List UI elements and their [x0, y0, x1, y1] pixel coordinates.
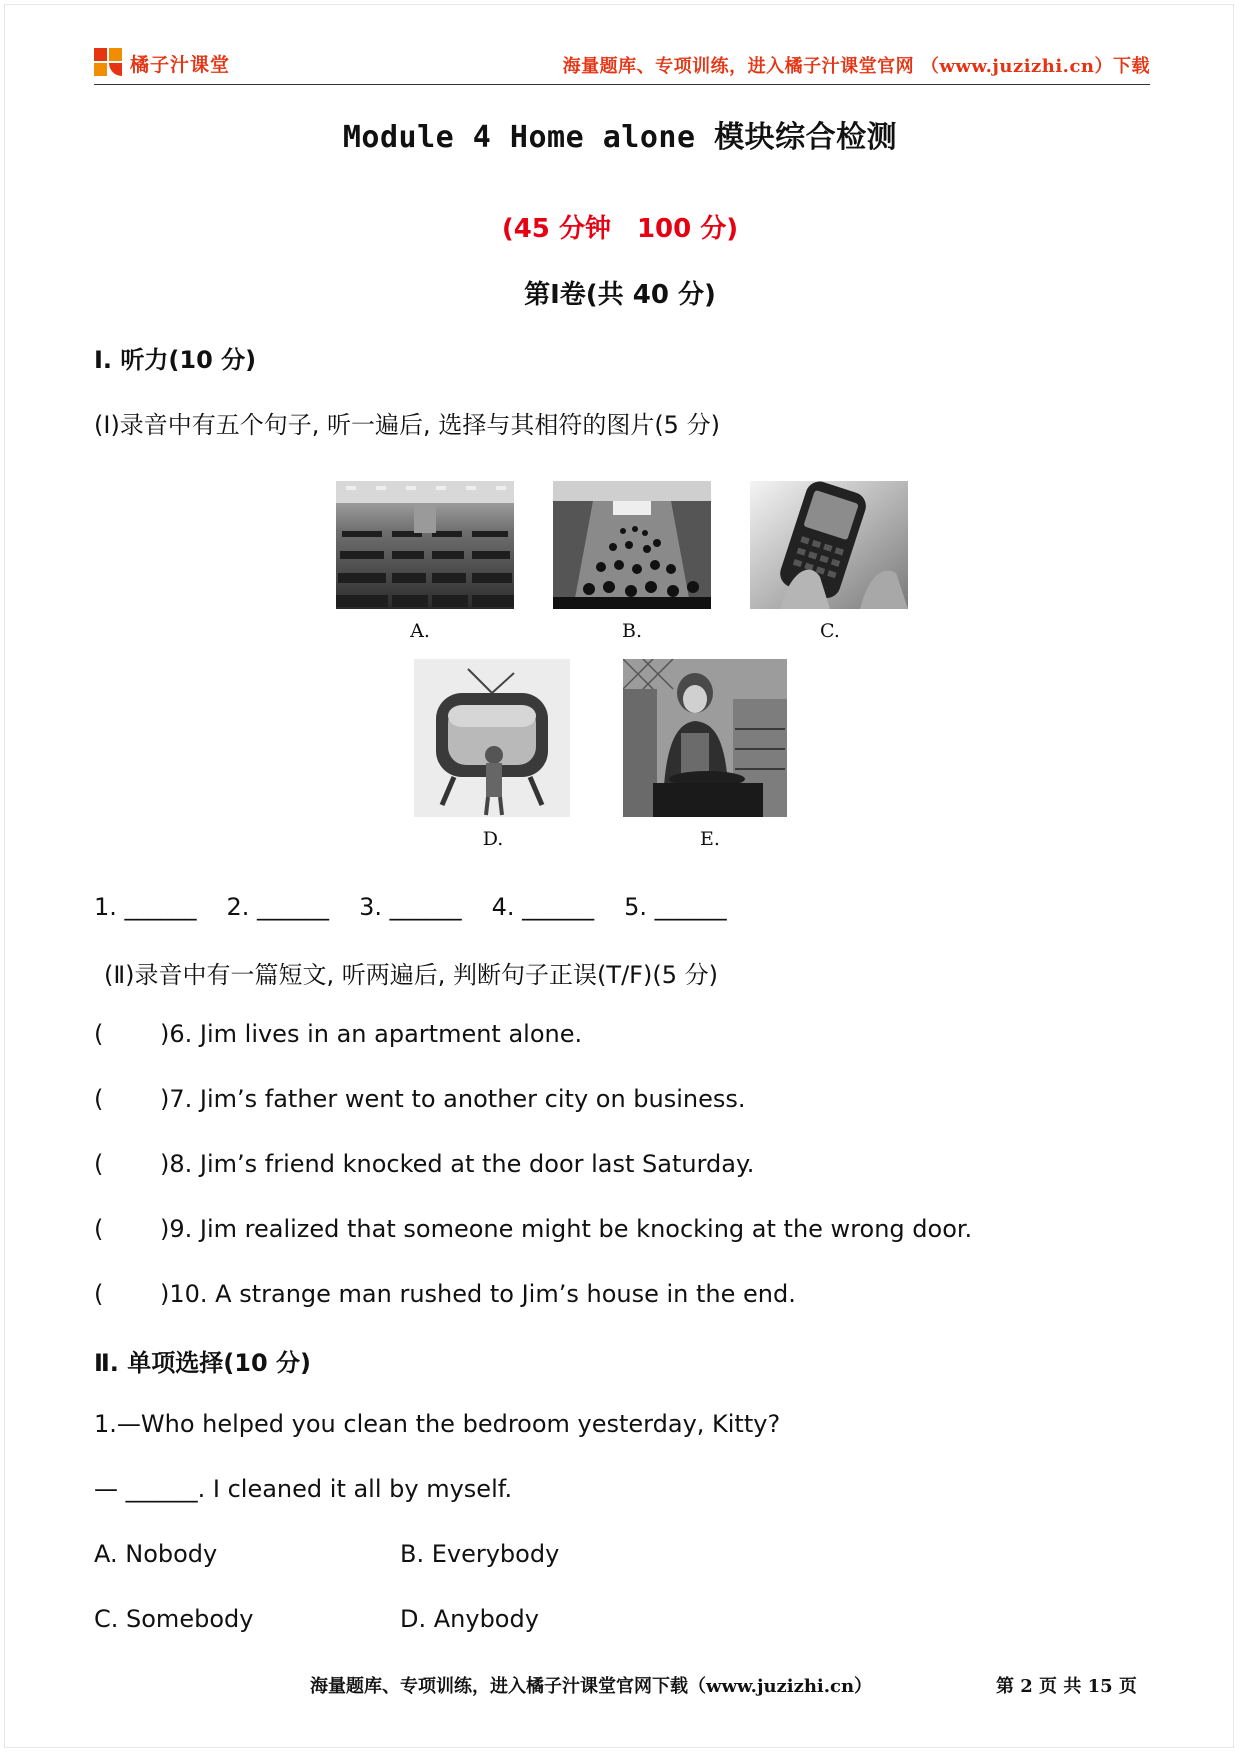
tf-question-text: )7. Jim’s father went to another city on business. [160, 1085, 746, 1113]
tf-answer-paren[interactable]: ( [94, 1215, 104, 1243]
listening-part1-instructions: (Ⅰ)录音中有五个句子, 听一遍后, 选择与其相符的图片(5 分) [94, 411, 720, 439]
tf-question-7 [94, 1085, 746, 1113]
tf-answer-paren[interactable]: ( [94, 1085, 104, 1113]
page-header [94, 40, 1150, 85]
classroom-photo [336, 481, 514, 609]
tf-question-text: )8. Jim’s friend knocked at the door last Saturday. [160, 1150, 755, 1178]
document-title: Module 4 Home alone 模块综合检测 [342, 120, 898, 155]
mobile-phone-photo [750, 481, 908, 609]
tf-question-6 [94, 1020, 582, 1048]
answer-blank-2[interactable]: 2. ______ [226, 893, 330, 921]
picture-label-e: E. [700, 828, 720, 850]
section-choice-heading: Ⅱ. 单项选择(10 分) [94, 1349, 311, 1377]
answer-blank-4[interactable]: 4. ______ [491, 893, 595, 921]
tf-question-text: )9. Jim realized that someone might be knocking at the wrong door. [160, 1215, 973, 1243]
answer-blank-1[interactable]: 1. ______ [94, 893, 197, 921]
section-listening-heading: Ⅰ. 听力(10 分) [94, 346, 257, 374]
page-number: 第 2 页 共 15 页 [996, 1676, 1137, 1697]
tf-question-10 [94, 1280, 796, 1308]
option-d[interactable]: D. Anybody [400, 1605, 539, 1633]
woman-cooking-photo [623, 659, 787, 817]
answer-blank-5[interactable]: 5. ______ [624, 893, 727, 921]
volume-heading: 第Ⅰ卷(共 40 分) [524, 280, 716, 310]
option-b[interactable]: B. Everybody [400, 1540, 560, 1568]
picture-label-d: D. [482, 828, 504, 850]
tf-answer-paren[interactable]: ( [94, 1150, 104, 1178]
picture-label-c: C. [820, 620, 840, 642]
footer-text: 海量题库、专项训练，进入橘子汁课堂官网下载（www.juzizhi.cn） [310, 1676, 873, 1697]
logo-icon [94, 48, 124, 78]
tf-question-text: )10. A strange man rushed to Jim’s house in the end. [160, 1280, 796, 1308]
answer-blanks-row [94, 893, 727, 921]
picture-label-b: B. [621, 620, 642, 642]
header-slogan: 海量题库、专项训练，进入橘子汁课堂官网 （www.juzizhi.cn）下载 [562, 56, 1150, 77]
option-a[interactable]: A. Nobody [94, 1540, 218, 1568]
picture-label-a: A. [410, 620, 430, 642]
exam-duration-score: (45 分钟 100 分) [501, 214, 739, 244]
tf-question-8 [94, 1150, 754, 1178]
choice-question-1: 1.—Who helped you clean the bedroom yesterday, Kitty? [94, 1410, 781, 1438]
tf-question-9 [94, 1215, 972, 1243]
choice-answer-line: — ______. I cleaned it all by myself. [94, 1475, 513, 1503]
listening-part2-instructions: (Ⅱ)录音中有一篇短文, 听两遍后, 判断句子正误(T/F)(5 分) [104, 961, 718, 989]
option-c[interactable]: C. Somebody [94, 1605, 254, 1633]
logo [94, 48, 230, 78]
television-photo [414, 659, 570, 817]
logo-text: 橘子汁课堂 [130, 53, 231, 76]
tf-answer-paren[interactable]: ( [94, 1280, 104, 1308]
answer-blank-3[interactable]: 3. ______ [359, 893, 462, 921]
crowd-photo [553, 481, 711, 609]
tf-question-text: )6. Jim lives in an apartment alone. [160, 1020, 583, 1048]
tf-answer-paren[interactable]: ( [94, 1020, 104, 1048]
